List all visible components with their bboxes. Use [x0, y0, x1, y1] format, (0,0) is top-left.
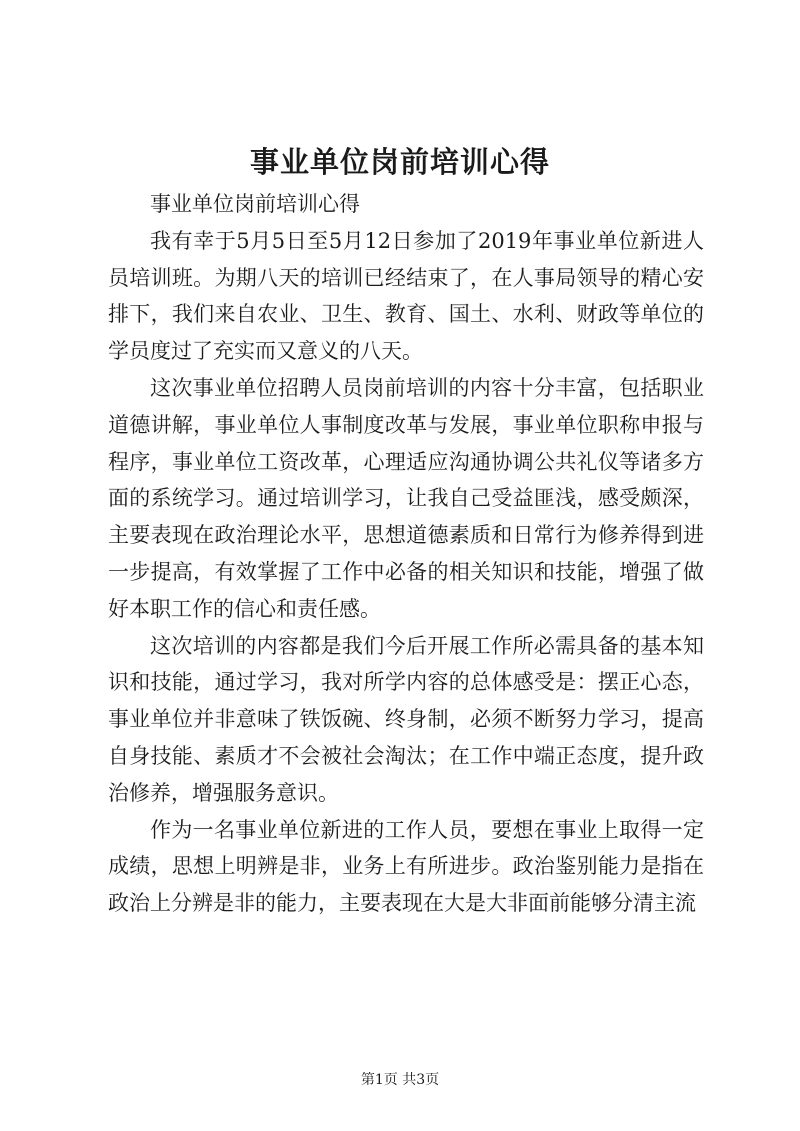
paragraph: 这次事业单位招聘人员岗前培训的内容十分丰富，包括职业道德讲解，事业单位人事制度改革与发展，事业单位职称申报与程序，事业单位工资改革，心理适应沟通协调公共礼仪等诸多方面的系统学习。通过培训学习，让我自己受益匪浅，感受颇深，主要表现在政治理论水平，思想道德素质和日常行为修养得到进一步提高，有效掌握了工作中必备的相关知识和技能，增强了做好本职工作的信心和责任感。: [108, 375, 704, 621]
page-number: 第1页 共3页: [360, 1072, 440, 1088]
paragraph-subtitle: 事业单位岗前培训心得: [150, 192, 360, 216]
paragraph: 作为一名事业单位新进的工作人员，要想在事业上取得一定成绩，思想上明辨是非，业务上有所进步。政治鉴别能力是指在政治上分辨是非的能力，主要表现在大是大非面前能够分清主流: [108, 817, 704, 916]
paragraph: 这次培训的内容都是我们今后开展工作所必需具备的基本知识和技能，通过学习，我对所学内容的总体感受是：摆正心态，事业单位并非意味了铁饭碗、终身制，必须不断努力学习，提高自身技能、素质才不会被社会淘汰；在工作中端正态度，提升政治修养，增强服务意识。: [108, 633, 704, 805]
page-footer: [0, 1070, 800, 1090]
document-body: [108, 186, 704, 922]
document-title: 事业单位岗前培训心得: [249, 145, 550, 179]
paragraph: 我有幸于5月5日至5月12日参加了2019年事业单位新进人员培训班。为期八天的培训已经结束了，在人事局领导的精心安排下，我们来自农业、卫生、教育、国土、水利、财政等单位的学员度过了充实而又意义的八天。: [108, 228, 704, 364]
